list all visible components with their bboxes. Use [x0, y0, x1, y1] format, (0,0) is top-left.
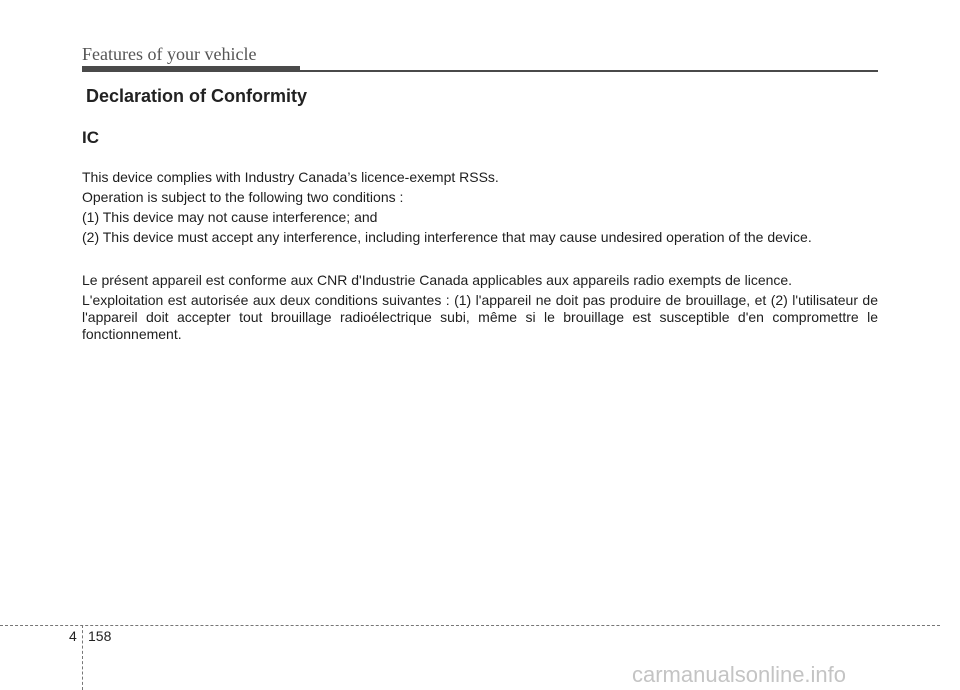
subheading-ic: IC: [82, 128, 99, 147]
english-line-2: Operation is subject to the following two conditions :: [82, 189, 404, 205]
chapter-number: 4: [69, 628, 77, 644]
header-accent-bar: [82, 66, 300, 72]
english-line-4: (2) This device must accept any interference, including interference that may cause undesired operation of the device.: [82, 229, 812, 245]
french-paragraph-2: L'exploitation est autorisée aux deux conditions suivantes : (1) l'appareil ne doit pas produire de brouillage, et (2) l'utilisateur de l'appareil doit accepter tout brouillage radioélectrique subi, même si le brouillage est susceptible d'en compromettre le fonctionnement.: [82, 292, 878, 342]
section-heading: Declaration of Conformity: [86, 86, 308, 106]
english-line-1: This device complies with Industry Canada’s licence-exempt RSSs.: [82, 169, 499, 185]
footer-divider: [82, 625, 83, 690]
page-number: 158: [88, 628, 112, 644]
english-line-3: (1) This device may not cause interference; and: [82, 209, 378, 225]
french-paragraph-1: Le présent appareil est conforme aux CNR d'Industrie Canada applicables aux appareils radio exempts de licence.: [82, 272, 793, 288]
running-header-title: Features of your vehicle: [82, 44, 257, 64]
footer-rule: [0, 625, 940, 626]
header-rule: [300, 70, 878, 72]
watermark-text: carmanualsonline.info: [632, 662, 847, 687]
